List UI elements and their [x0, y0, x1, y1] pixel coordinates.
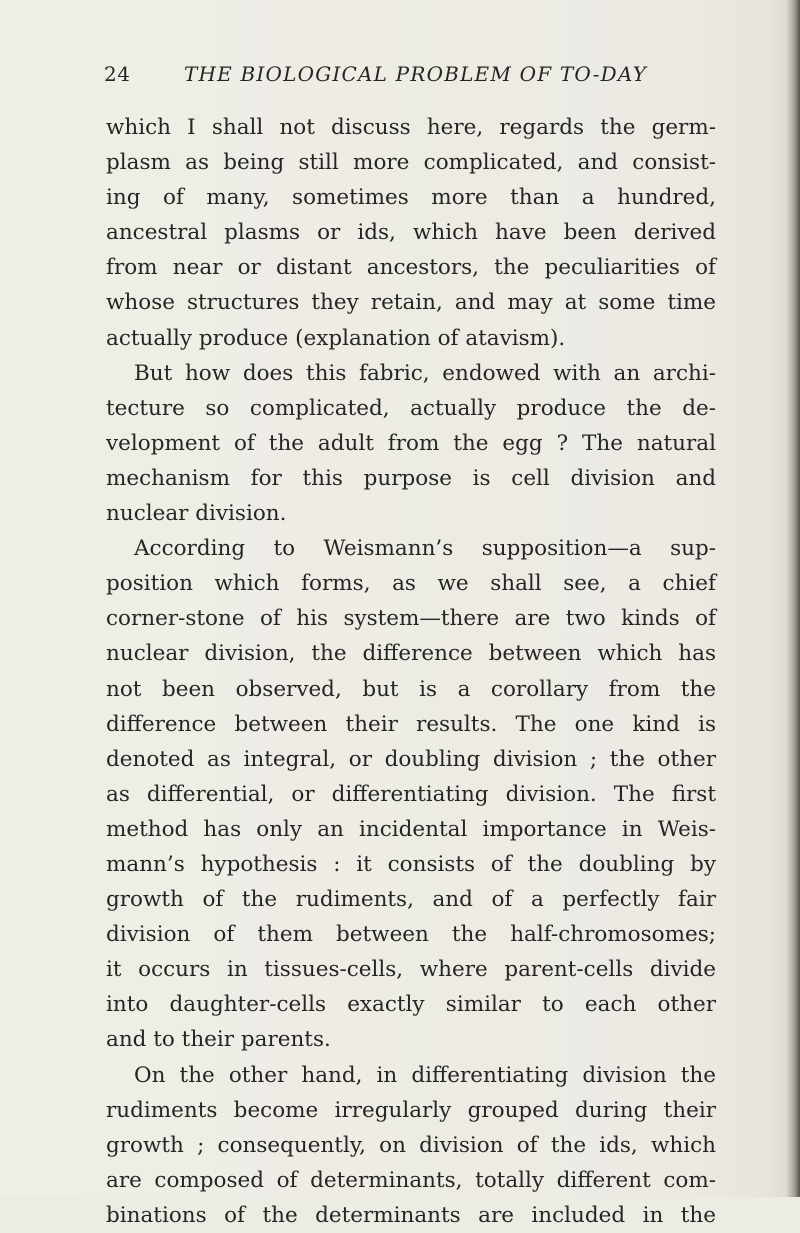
text-line: as differential, or differentiating division. The first: [106, 781, 716, 807]
text-line: it occurs in tissues-cells, where parent-cells divide: [106, 957, 716, 983]
text-line: plasm as being still more complicated, and consist-: [106, 150, 716, 176]
page-edge-shadow: [786, 0, 800, 1197]
text-line: not been observed, but is a corollary from the: [106, 676, 716, 702]
text-line: But how does this fabric, endowed with an archi-: [134, 360, 716, 386]
text-line: According to Weismann’s supposition—a sup-: [134, 536, 716, 562]
text-line: mann’s hypothesis : it consists of the doubling by: [106, 851, 716, 877]
text-line: denoted as integral, or doubling division ; the other: [106, 746, 716, 772]
text-line: On the other hand, in differentiating division the: [134, 1062, 716, 1088]
page-header: [104, 62, 714, 92]
text-line: into daughter-cells exactly similar to each other: [106, 992, 716, 1018]
text-line: ing of many, sometimes more than a hundred,: [106, 185, 716, 211]
text-line: actually produce (explanation of atavism).: [106, 325, 566, 351]
text-line: method has only an incidental importance in Weis-: [106, 816, 716, 842]
text-line: binations of the determinants are included in the: [106, 1202, 716, 1228]
text-line: difference between their results. The one kind is: [106, 711, 716, 737]
running-title: THE BIOLOGICAL PROBLEM OF TO-DAY: [184, 62, 648, 86]
text-line: and to their parents.: [106, 1027, 331, 1053]
text-line: which I shall not discuss here, regards the germ-: [106, 115, 716, 140]
text-line: whose structures they retain, and may at some time: [106, 290, 716, 316]
text-line: position which forms, as we shall see, a chief: [106, 571, 716, 597]
text-line: ancestral plasms or ids, which have been derived: [106, 220, 716, 246]
text-line: growth of the rudiments, and of a perfectly fair: [106, 887, 716, 913]
text-line: division of them between the half-chromosomes;: [106, 922, 716, 948]
body-text: [106, 110, 716, 1233]
text-line: are composed of determinants, totally different com-: [106, 1167, 716, 1193]
text-line: velopment of the adult from the egg ? The natural: [106, 430, 716, 456]
text-line: mechanism for this purpose is cell division and: [106, 465, 716, 491]
text-line: growth ; consequently, on division of the ids, which: [106, 1132, 716, 1158]
text-line: rudiments become irregularly grouped during their: [106, 1097, 716, 1123]
text-line: tecture so complicated, actually produce the de-: [106, 395, 716, 421]
text-line: nuclear division.: [106, 501, 287, 527]
text-line: corner-stone of his system—there are two kinds of: [106, 606, 716, 632]
page-number: 24: [104, 62, 131, 86]
text-line: nuclear division, the difference between which has: [106, 641, 716, 667]
text-line: from near or distant ancestors, the peculiarities of: [106, 255, 716, 281]
